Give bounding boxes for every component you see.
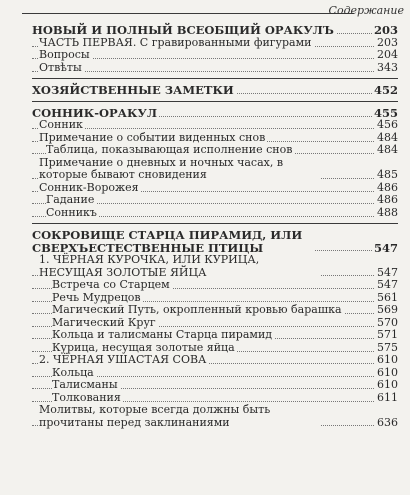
toc-page-number: 484 — [377, 143, 398, 156]
header-rule — [22, 13, 354, 14]
toc-entry-title: Отвѣты — [39, 60, 82, 74]
section-divider — [32, 78, 398, 79]
toc-page-number: 547 — [377, 278, 398, 291]
toc-page-number: 610 — [377, 365, 398, 379]
section-divider — [32, 101, 398, 102]
toc-entry[interactable] — [32, 49, 398, 62]
toc-entry[interactable] — [32, 62, 398, 75]
toc-entry-title: НОВЫЙ И ПОЛНЫЙ ВСЕОБЩИЙ ОРАКУЛЪ — [32, 23, 334, 37]
page-header — [22, 0, 410, 22]
toc-entry[interactable] — [32, 379, 398, 392]
toc-page-number: 486 — [377, 180, 398, 194]
toc-entry-title: Магический Путь, окропленный кровью барашка — [52, 303, 342, 316]
toc-page-number: 547 — [377, 265, 398, 279]
toc-entry-title: Сонникъ — [46, 205, 97, 219]
toc-entry[interactable] — [32, 354, 398, 367]
toc-section-heading[interactable] — [32, 107, 398, 120]
toc-entry-title: ХОЗЯЙСТВЕННЫЕ ЗАМЕТКИ — [32, 83, 234, 97]
toc-entry[interactable] — [32, 157, 398, 182]
toc-entry[interactable] — [32, 304, 398, 317]
toc-entry-title: Гадание — [46, 193, 95, 206]
toc-entry-title: ЧАСТЬ ПЕРВАЯ. С гравированными фигурами — [39, 35, 312, 49]
toc-section-heading[interactable] — [32, 84, 398, 97]
toc-entry-title: Встреча со Старцем — [52, 278, 170, 291]
toc-entry-title: Талисманы — [52, 378, 118, 391]
toc-page-number: 570 — [377, 315, 398, 329]
toc-entry[interactable] — [32, 194, 398, 207]
toc-page-number: 343 — [377, 60, 398, 74]
toc-page-number: 455 — [373, 105, 398, 120]
toc-entry[interactable] — [32, 329, 398, 342]
toc-entry[interactable] — [32, 144, 398, 157]
toc-page-number: 547 — [373, 240, 398, 255]
toc-entry-title: Сонник-Ворожея — [39, 180, 139, 194]
toc-section-heading[interactable] — [32, 24, 398, 37]
toc-entry-title: Магический Круг — [52, 315, 156, 329]
toc-entry-title: Сонник — [39, 118, 83, 131]
toc-entry-title: Кольца и талисманы Старца пирамид — [52, 328, 273, 341]
toc-section — [32, 229, 398, 429]
toc-entry-title: Толкования — [52, 390, 121, 404]
toc-entry[interactable] — [32, 254, 398, 279]
toc-entry[interactable] — [32, 404, 398, 429]
toc-page-number: 611 — [377, 390, 398, 404]
toc-page-number: 571 — [377, 328, 398, 341]
toc-entry-title: 1. ЧЁРНАЯ КУРОЧКА, ИЛИ КУРИЦА, НЕСУЩАЯ ЗОЛОТЫЕ ЯЙЦА — [39, 254, 321, 279]
toc-page-number: 575 — [377, 340, 398, 354]
toc-entry-title: СОКРОВИЩЕ СТАРЦА ПИРАМИД, ИЛИ СВЕРХЪЕСТЕСТВЕННЫЕ ПТИЦЫ — [32, 229, 314, 254]
toc-page-number: 488 — [377, 205, 398, 219]
toc-entry-title: 2. ЧЁРНАЯ УШАСТАЯ СОВА — [39, 353, 207, 366]
toc-page-number: 204 — [377, 48, 398, 61]
toc-entry-title: Таблица, показывающая исполнение снов — [46, 143, 293, 156]
toc-entry[interactable] — [32, 119, 398, 132]
toc-entry-title: Кольца — [52, 365, 94, 379]
toc-section — [32, 107, 398, 220]
toc-entry-title: Речь Мудрецов — [52, 290, 141, 304]
toc-entry-title: Молитвы, которые всегда должны быть прочитаны перед заклинаниями — [39, 404, 321, 429]
table-of-contents — [32, 24, 398, 429]
running-header-title: Содержание — [328, 4, 404, 17]
toc-page-number: 203 — [373, 23, 398, 37]
toc-entry-title: Примечание о событии виденных снов — [39, 130, 266, 144]
toc-section — [32, 84, 398, 97]
toc-section-heading[interactable] — [32, 229, 398, 254]
toc-page-number: 610 — [377, 378, 398, 391]
toc-entry[interactable] — [32, 279, 398, 292]
toc-entry-title: Вопросы — [39, 48, 90, 61]
toc-page-number: 484 — [377, 130, 398, 144]
toc-page-number: 610 — [377, 353, 398, 366]
section-divider — [32, 223, 398, 224]
toc-page-number: 485 — [377, 168, 398, 181]
toc-page-number: 569 — [377, 303, 398, 316]
toc-entry-title: СОННИК-ОРАКУЛ — [32, 105, 157, 120]
toc-page-number: 452 — [373, 83, 398, 97]
toc-page-number: 561 — [377, 290, 398, 304]
toc-page-number: 203 — [377, 35, 398, 49]
toc-entry[interactable] — [32, 207, 398, 220]
toc-page-number: 636 — [377, 415, 398, 429]
toc-page-number: 486 — [377, 193, 398, 206]
toc-page-number: 456 — [377, 118, 398, 131]
toc-entry-title: Примечание о дневных и ночных часах, в которые бывают сновидения — [39, 157, 321, 182]
toc-section — [32, 24, 398, 74]
toc-entry-title: Курица, несущая золотые яйца — [52, 340, 235, 354]
